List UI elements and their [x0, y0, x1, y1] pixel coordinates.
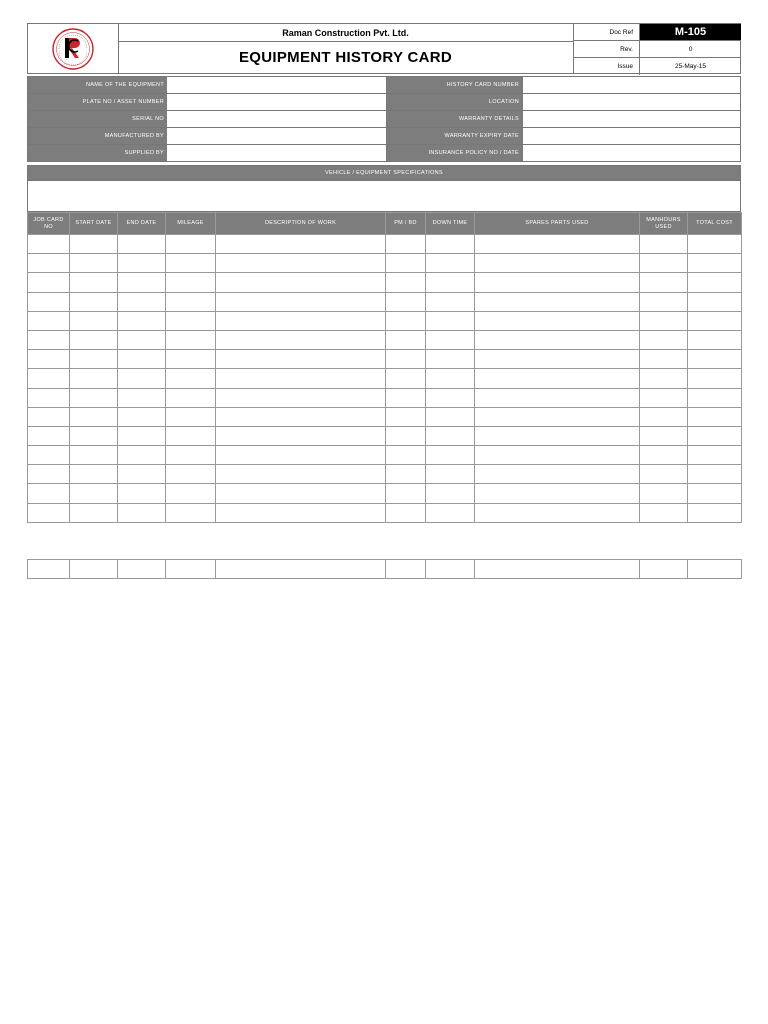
table-cell[interactable]: [475, 311, 640, 330]
table-cell[interactable]: [70, 465, 118, 484]
table-cell[interactable]: [386, 350, 426, 369]
col-spares-parts-used: SPARES PARTS USED: [475, 213, 640, 235]
table-cell[interactable]: [640, 330, 688, 349]
table-cell[interactable]: [426, 388, 475, 407]
table-cell[interactable]: [640, 292, 688, 311]
supplied-by-label: SUPPLIED BY: [28, 145, 167, 161]
revision-label: Rev.: [574, 41, 640, 57]
table-cell[interactable]: [216, 560, 386, 579]
col-mileage: MILEAGE: [166, 213, 216, 235]
table-cell[interactable]: [640, 484, 688, 503]
table-cell[interactable]: [118, 369, 166, 388]
table-cell[interactable]: [386, 330, 426, 349]
serial-no-label: SERIAL NO: [28, 111, 167, 127]
table-cell[interactable]: [28, 273, 70, 292]
table-cell[interactable]: [475, 503, 640, 522]
table-cell[interactable]: [688, 484, 742, 503]
table-header-row: [28, 213, 742, 235]
doc-ref-value: M-105: [640, 24, 741, 40]
equipment-name-label: NAME OF THE EQUIPMENT: [28, 77, 167, 93]
equipment-info: [27, 76, 741, 162]
table-cell[interactable]: [386, 254, 426, 273]
table-cell[interactable]: [426, 369, 475, 388]
table-cell[interactable]: [70, 292, 118, 311]
warranty-expiry-label: WARRANTY EXPIRY DATE: [387, 128, 522, 144]
table-cell[interactable]: [386, 235, 426, 254]
table-cell[interactable]: [166, 503, 216, 522]
table-cell[interactable]: [475, 330, 640, 349]
table-cell[interactable]: [166, 407, 216, 426]
table-cell[interactable]: [426, 330, 475, 349]
table-cell[interactable]: [118, 484, 166, 503]
col-job-card-no: JOB CARD NO: [28, 213, 70, 235]
table-cell[interactable]: [475, 254, 640, 273]
table-cell[interactable]: [216, 388, 386, 407]
table-cell[interactable]: [688, 273, 742, 292]
specifications-heading: VEHICLE / EQUIPMENT SPECIFICATIONS: [27, 165, 741, 181]
location-label: LOCATION: [387, 94, 522, 110]
table-cell[interactable]: [70, 426, 118, 445]
col-total-cost: TOTAL COST: [688, 213, 742, 235]
table-row: [28, 350, 742, 369]
history-card-number-field[interactable]: [522, 77, 740, 93]
table-cell[interactable]: [28, 426, 70, 445]
revision-row: [574, 41, 741, 58]
table-cell[interactable]: [118, 350, 166, 369]
table-cell[interactable]: [166, 254, 216, 273]
table-cell[interactable]: [688, 292, 742, 311]
info-row: [28, 128, 740, 145]
plate-no-label: PLATE NO / ASSET NUMBER: [28, 94, 167, 110]
table-cell[interactable]: [640, 503, 688, 522]
table-cell[interactable]: [426, 235, 475, 254]
table-cell[interactable]: [475, 369, 640, 388]
table-cell[interactable]: [426, 484, 475, 503]
table-cell[interactable]: [118, 446, 166, 465]
table-cell[interactable]: [475, 350, 640, 369]
table-row: [28, 235, 742, 254]
supplied-by-field[interactable]: [167, 145, 387, 161]
equipment-history-card: [27, 23, 741, 523]
table-cell[interactable]: [475, 446, 640, 465]
table-cell[interactable]: [426, 465, 475, 484]
table-row: [28, 388, 742, 407]
doc-ref-row: [574, 24, 741, 41]
table-cell[interactable]: [475, 407, 640, 426]
table-cell[interactable]: [118, 273, 166, 292]
table-cell[interactable]: [118, 330, 166, 349]
table-cell[interactable]: [640, 273, 688, 292]
table-cell[interactable]: [70, 235, 118, 254]
table-cell[interactable]: [688, 350, 742, 369]
table-row: [28, 254, 742, 273]
table-cell[interactable]: [386, 465, 426, 484]
table-cell[interactable]: [640, 465, 688, 484]
table-cell[interactable]: [166, 369, 216, 388]
table-cell[interactable]: [28, 407, 70, 426]
table-cell[interactable]: [216, 350, 386, 369]
bottom-table: [27, 559, 742, 579]
table-row: [28, 560, 742, 579]
table-cell[interactable]: [475, 292, 640, 311]
table-cell[interactable]: [688, 560, 742, 579]
issue-value: 25-May-15: [674, 63, 707, 70]
table-cell[interactable]: [475, 388, 640, 407]
table-row: [28, 426, 742, 445]
table-cell[interactable]: [640, 311, 688, 330]
doc-meta: [573, 24, 741, 73]
table-cell[interactable]: [475, 465, 640, 484]
table-cell[interactable]: [70, 273, 118, 292]
table-cell[interactable]: [216, 426, 386, 445]
table-cell[interactable]: [118, 465, 166, 484]
info-row: [28, 94, 740, 111]
work-log-table: [27, 212, 742, 523]
company-logo-icon: [51, 27, 95, 71]
table-cell[interactable]: [688, 465, 742, 484]
table-cell[interactable]: [118, 426, 166, 445]
warranty-details-label: WARRANTY DETAILS: [387, 111, 522, 127]
table-cell[interactable]: [28, 369, 70, 388]
table-cell[interactable]: [386, 369, 426, 388]
table-row: [28, 407, 742, 426]
table-cell[interactable]: [28, 235, 70, 254]
table-cell[interactable]: [28, 503, 70, 522]
table-cell[interactable]: [426, 311, 475, 330]
table-cell[interactable]: [166, 273, 216, 292]
table-cell[interactable]: [118, 235, 166, 254]
bottom-table-body: [28, 560, 742, 579]
table-cell[interactable]: [70, 446, 118, 465]
table-cell[interactable]: [426, 273, 475, 292]
table-cell[interactable]: [386, 446, 426, 465]
table-cell[interactable]: [688, 330, 742, 349]
table-cell[interactable]: [28, 388, 70, 407]
table-cell[interactable]: [216, 465, 386, 484]
table-cell[interactable]: [118, 407, 166, 426]
table-cell[interactable]: [386, 503, 426, 522]
plate-no-field[interactable]: [167, 94, 387, 110]
table-cell[interactable]: [70, 254, 118, 273]
table-cell[interactable]: [640, 350, 688, 369]
issue-row: [574, 58, 741, 75]
table-cell[interactable]: [28, 311, 70, 330]
table-row: [28, 446, 742, 465]
location-field[interactable]: [522, 94, 740, 110]
table-cell[interactable]: [688, 503, 742, 522]
table-cell[interactable]: [166, 388, 216, 407]
table-cell[interactable]: [28, 560, 70, 579]
table-cell[interactable]: [216, 484, 386, 503]
document-title: EQUIPMENT HISTORY CARD: [238, 48, 452, 66]
table-cell[interactable]: [640, 560, 688, 579]
table-cell[interactable]: [640, 446, 688, 465]
table-cell[interactable]: [166, 235, 216, 254]
col-down-time: DOWN TIME: [426, 213, 475, 235]
warranty-expiry-field[interactable]: [522, 128, 740, 144]
col-pm-bd: PM / BD: [386, 213, 426, 235]
table-cell[interactable]: [216, 407, 386, 426]
table-cell[interactable]: [28, 484, 70, 503]
table-cell[interactable]: [640, 407, 688, 426]
table-cell[interactable]: [70, 503, 118, 522]
table-cell[interactable]: [475, 560, 640, 579]
table-cell[interactable]: [118, 254, 166, 273]
manufactured-by-field[interactable]: [167, 128, 387, 144]
table-cell[interactable]: [688, 446, 742, 465]
table-cell[interactable]: [640, 369, 688, 388]
table-cell[interactable]: [640, 426, 688, 445]
table-cell[interactable]: [688, 311, 742, 330]
table-cell[interactable]: [28, 446, 70, 465]
table-cell[interactable]: [28, 254, 70, 273]
table-cell[interactable]: [216, 273, 386, 292]
info-row: [28, 111, 740, 128]
table-cell[interactable]: [216, 292, 386, 311]
table-cell[interactable]: [475, 484, 640, 503]
table-cell[interactable]: [166, 446, 216, 465]
company-name: Raman Construction Pvt. Ltd.: [118, 24, 573, 42]
table-cell[interactable]: [386, 311, 426, 330]
info-row: [28, 77, 740, 94]
table-cell[interactable]: [688, 426, 742, 445]
table-cell[interactable]: [118, 311, 166, 330]
table-cell[interactable]: [28, 350, 70, 369]
table-cell[interactable]: [216, 330, 386, 349]
table-cell[interactable]: [216, 503, 386, 522]
table-cell[interactable]: [118, 388, 166, 407]
logo-cell: [28, 24, 119, 73]
history-card-number-label: HISTORY CARD NUMBER: [387, 77, 522, 93]
document-header: [27, 23, 741, 74]
table-cell[interactable]: [426, 503, 475, 522]
table-row: [28, 484, 742, 503]
table-cell[interactable]: [688, 407, 742, 426]
col-description-of-work: DESCRIPTION OF WORK: [216, 213, 386, 235]
table-cell[interactable]: [70, 311, 118, 330]
table-cell[interactable]: [688, 369, 742, 388]
table-row: [28, 369, 742, 388]
table-cell[interactable]: [426, 350, 475, 369]
table-cell[interactable]: [475, 426, 640, 445]
table-cell[interactable]: [166, 311, 216, 330]
table-cell[interactable]: [70, 330, 118, 349]
table-row: [28, 311, 742, 330]
table-cell[interactable]: [70, 484, 118, 503]
col-end-date: END DATE: [118, 213, 166, 235]
table-cell[interactable]: [386, 426, 426, 445]
table-cell[interactable]: [426, 254, 475, 273]
table-cell[interactable]: [426, 426, 475, 445]
table-cell[interactable]: [426, 407, 475, 426]
table-cell[interactable]: [70, 388, 118, 407]
table-cell[interactable]: [166, 465, 216, 484]
table-cell[interactable]: [640, 235, 688, 254]
work-log-body: [28, 235, 742, 523]
table-cell[interactable]: [70, 560, 118, 579]
table-row: [28, 503, 742, 522]
table-cell[interactable]: [688, 254, 742, 273]
table-cell[interactable]: [70, 350, 118, 369]
table-cell[interactable]: [640, 388, 688, 407]
table-cell[interactable]: [28, 465, 70, 484]
insurance-policy-field[interactable]: [522, 145, 740, 161]
table-cell[interactable]: [386, 388, 426, 407]
serial-no-field[interactable]: [167, 111, 387, 127]
table-cell[interactable]: [28, 330, 70, 349]
table-cell[interactable]: [475, 235, 640, 254]
table-cell[interactable]: [640, 254, 688, 273]
col-manhours-used: MANHOURS USED: [640, 213, 688, 235]
warranty-details-field[interactable]: [522, 111, 740, 127]
col-start-date: START DATE: [70, 213, 118, 235]
table-cell[interactable]: [216, 311, 386, 330]
table-row: [28, 330, 742, 349]
table-cell[interactable]: [426, 560, 475, 579]
table-cell[interactable]: [386, 273, 426, 292]
table-cell[interactable]: [426, 446, 475, 465]
table-cell[interactable]: [166, 484, 216, 503]
table-cell[interactable]: [688, 235, 742, 254]
table-cell[interactable]: [386, 292, 426, 311]
table-cell[interactable]: [118, 560, 166, 579]
table-cell[interactable]: [166, 426, 216, 445]
doc-ref-label: Doc Ref: [574, 24, 640, 40]
table-cell[interactable]: [28, 292, 70, 311]
insurance-policy-label: INSURANCE POLICY NO / DATE: [387, 145, 522, 161]
table-cell[interactable]: [70, 407, 118, 426]
table-row: [28, 273, 742, 292]
table-cell[interactable]: [166, 330, 216, 349]
table-cell[interactable]: [386, 560, 426, 579]
table-cell[interactable]: [475, 273, 640, 292]
table-cell[interactable]: [426, 292, 475, 311]
table-cell[interactable]: [688, 388, 742, 407]
specifications-field[interactable]: [27, 181, 741, 212]
equipment-name-field[interactable]: [167, 77, 387, 93]
table-cell[interactable]: [166, 292, 216, 311]
table-cell[interactable]: [118, 292, 166, 311]
table-cell[interactable]: [386, 484, 426, 503]
table-cell[interactable]: [216, 446, 386, 465]
issue-label: Issue: [574, 58, 640, 75]
manufactured-by-label: MANUFACTURED BY: [28, 128, 167, 144]
table-cell[interactable]: [216, 235, 386, 254]
table-row: [28, 465, 742, 484]
table-cell[interactable]: [216, 254, 386, 273]
table-row: [28, 292, 742, 311]
table-cell[interactable]: [166, 350, 216, 369]
info-row: [28, 145, 740, 162]
table-cell[interactable]: [386, 407, 426, 426]
table-cell[interactable]: [70, 369, 118, 388]
table-cell[interactable]: [118, 503, 166, 522]
revision-value: 0: [688, 45, 693, 53]
table-cell[interactable]: [216, 369, 386, 388]
table-cell[interactable]: [166, 560, 216, 579]
